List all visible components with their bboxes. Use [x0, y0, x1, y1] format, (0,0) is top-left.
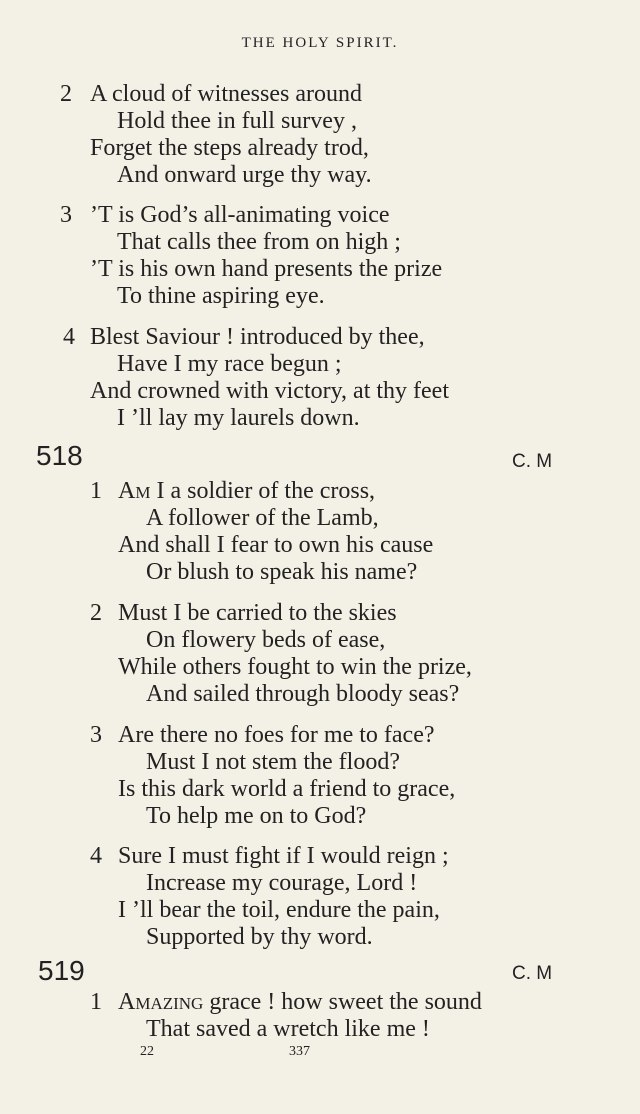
verse-line: While others fought to win the prize,	[118, 654, 472, 680]
first-word: Amazing	[118, 989, 204, 1015]
verse-line: ’T is his own hand presents the prize	[90, 256, 443, 282]
stanza-number: 2	[90, 600, 102, 626]
verse-line: That calls thee from on high ;	[117, 229, 401, 255]
hymn-number: 518	[36, 440, 83, 471]
verse-line: Must I not stem the flood?	[146, 749, 400, 775]
verse-line: I ’ll bear the toil, endure the pain,	[118, 897, 440, 923]
running-header: THE HOLY SPIRIT.	[241, 35, 399, 51]
verse-line: On flowery beds of ease,	[146, 627, 386, 653]
first-word: Am	[118, 478, 151, 504]
verse-line: And onward urge thy way.	[117, 162, 372, 188]
stanza-number: 1	[90, 989, 102, 1015]
hymn-meter: C. M	[512, 451, 553, 472]
stanza-number: 2	[60, 81, 72, 107]
page-number: 337	[289, 1044, 310, 1059]
stanza-number: 4	[90, 843, 102, 869]
verse-line-rest: I a soldier of the cross,	[150, 478, 376, 504]
verse-line: ’T is God’s all-animating voice	[90, 202, 390, 228]
signature-mark: 22	[140, 1044, 154, 1059]
verse-line: And shall I fear to own his cause	[118, 532, 434, 558]
hymn-meter: C. M	[512, 963, 553, 984]
verse-line: That saved a wretch like me !	[146, 1016, 430, 1042]
stanza-number: 3	[90, 722, 102, 748]
verse-line: I ’ll lay my laurels down.	[117, 405, 360, 431]
verse-line: Have I my race begun ;	[117, 351, 342, 377]
verse-line: Are there no foes for me to face?	[118, 722, 435, 748]
verse-line: A follower of the Lamb,	[146, 505, 379, 531]
verse-line	[118, 989, 482, 1015]
verse-line: Is this dark world a friend to grace,	[118, 776, 456, 802]
verse-line: Sure I must fight if I would reign ;	[118, 843, 449, 869]
verse-line: Blest Saviour ! introduced by thee,	[90, 324, 425, 350]
verse-line-rest: grace ! how sweet the sound	[203, 989, 482, 1015]
verse-line	[118, 478, 375, 504]
verse-line: Supported by thy word.	[146, 924, 373, 950]
stanza-number: 1	[90, 478, 102, 504]
stanza-number: 4	[63, 324, 75, 350]
verse-line: And sailed through bloody seas?	[146, 681, 460, 707]
verse-line: Forget the steps already trod,	[90, 135, 369, 161]
verse-line: Hold thee in full survey ,	[117, 108, 357, 134]
verse-line: To help me on to God?	[146, 803, 367, 829]
stanza-number: 3	[60, 202, 72, 228]
verse-line: Or blush to speak his name?	[146, 559, 418, 585]
verse-line: To thine aspiring eye.	[117, 283, 325, 309]
hymn-number: 519	[38, 955, 85, 986]
verse-line: Increase my courage, Lord !	[146, 870, 418, 896]
verse-line: Must I be carried to the skies	[118, 600, 397, 626]
verse-line: And crowned with victory, at thy feet	[90, 378, 450, 404]
verse-line: A cloud of witnesses around	[90, 81, 362, 107]
